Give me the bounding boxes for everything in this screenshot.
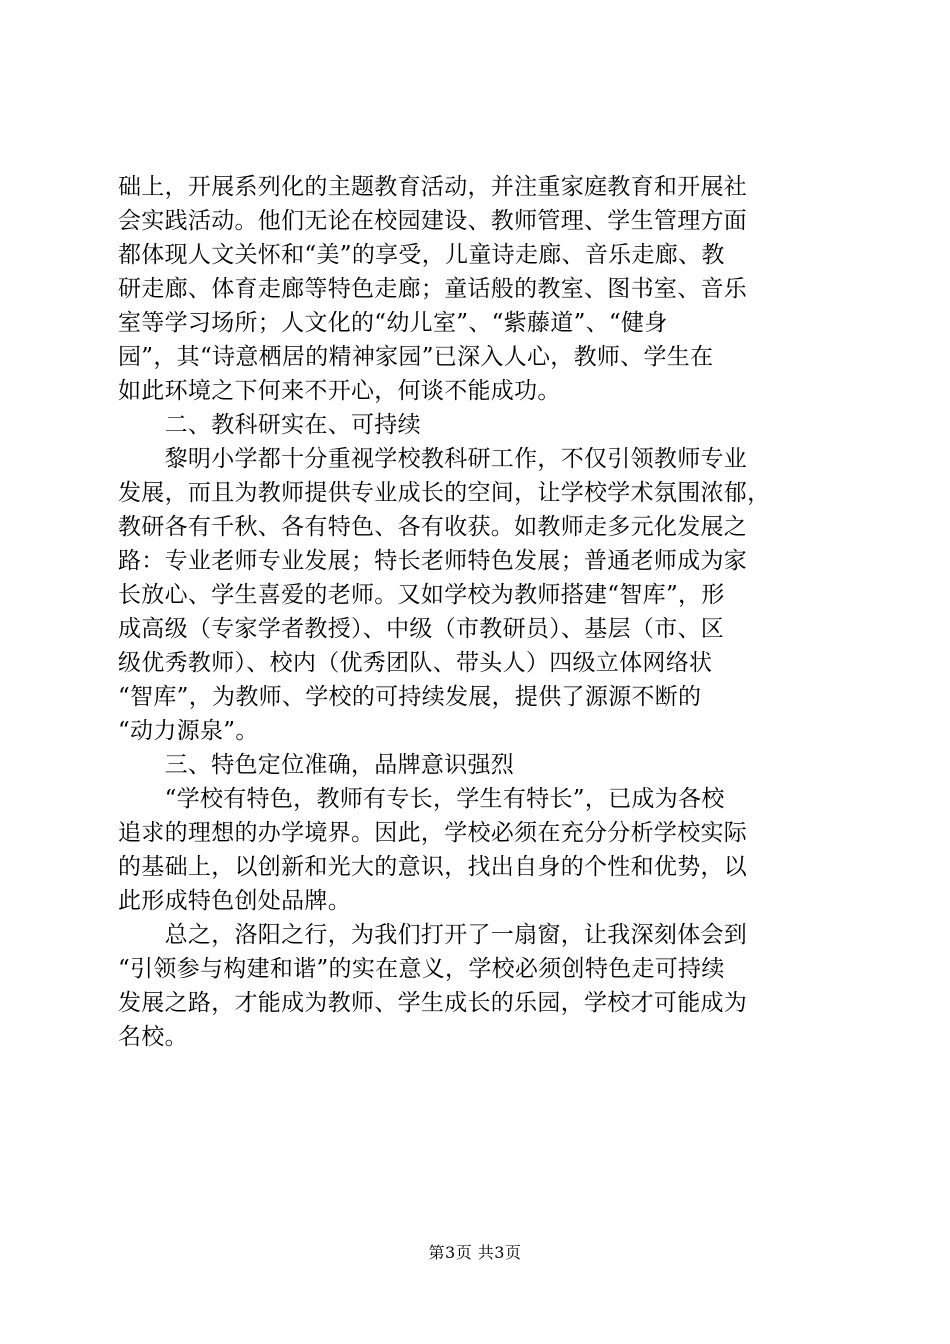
text-line: “引领参与构建和谐”的实在意义，学校必须创特色走可持续 — [118, 956, 725, 982]
text-line: 都体现人文关怀和“美”的享受，儿童诗走廊、音乐走廊、教 — [118, 242, 725, 268]
text-line: 园”，其“诗意栖居的精神家园”已深入人心，教师、学生在 — [118, 344, 714, 370]
text-line: 追求的理想的办学境界。因此，学校必须在充分分析学校实际 — [118, 820, 748, 846]
text-line: “动力源泉”。 — [118, 718, 259, 744]
page-footer: 第3页 共3页 — [428, 1243, 522, 1262]
text-line: “学校有特色，教师有专长，学生有特长”，已成为各校 — [118, 786, 725, 812]
text-line: 室等学习场所；人文化的“幼儿室”、“紫藤道”、“健身 — [118, 310, 668, 336]
text-line: 础上，开展系列化的主题教育活动，并注重家庭教育和开展社 — [118, 174, 748, 200]
text-line: 级优秀教师）、校内（优秀团队、带头人）四级立体网络状 — [118, 650, 713, 676]
text-line: 如此环境之下何来不开心，何谈不能成功。 — [118, 378, 561, 404]
text-line: 总之，洛阳之行，为我们打开了一扇窗，让我深刻体会到 — [118, 922, 748, 948]
text-line: 的基础上，以创新和光大的意识，找出自身的个性和优势，以 — [118, 854, 748, 880]
text-line: 成高级（专家学者教授）、中级（市教研员）、基层（市、区 — [118, 616, 725, 642]
text-line: 此形成特色创处品牌。 — [118, 888, 351, 914]
text-line: 黎明小学都十分重视学校教科研工作，不仅引领教师专业 — [118, 446, 748, 472]
text-line: 教研各有千秋、各有特色、各有收获。如教师走多元化发展之 — [118, 514, 748, 540]
text-line: 路：专业老师专业发展；特长老师特色发展；普通老师成为家 — [118, 548, 748, 574]
document-body — [118, 170, 832, 1054]
text-line: 发展之路，才能成为教师、学生成长的乐园，学校才可能成为 — [118, 990, 748, 1016]
section-heading: 三、特色定位准确，品牌意识强烈 — [118, 752, 515, 778]
section-heading: 二、教科研实在、可持续 — [118, 412, 421, 438]
text-line: 名校。 — [118, 1024, 188, 1050]
text-line: “智库”，为教师、学校的可持续发展，提供了源源不断的 — [118, 684, 702, 710]
text-line: 发展，而且为教师提供专业成长的空间，让学校学术氛围浓郁， — [118, 480, 771, 506]
text-line: 研走廊、体育走廊等特色走廊；童话般的教室、图书室、音乐 — [118, 276, 748, 302]
text-line: 会实践活动。他们无论在校园建设、教师管理、学生管理方面 — [118, 208, 748, 234]
text-line: 长放心、学生喜爱的老师。又如学校为教师搭建“智库”，形 — [118, 582, 725, 608]
